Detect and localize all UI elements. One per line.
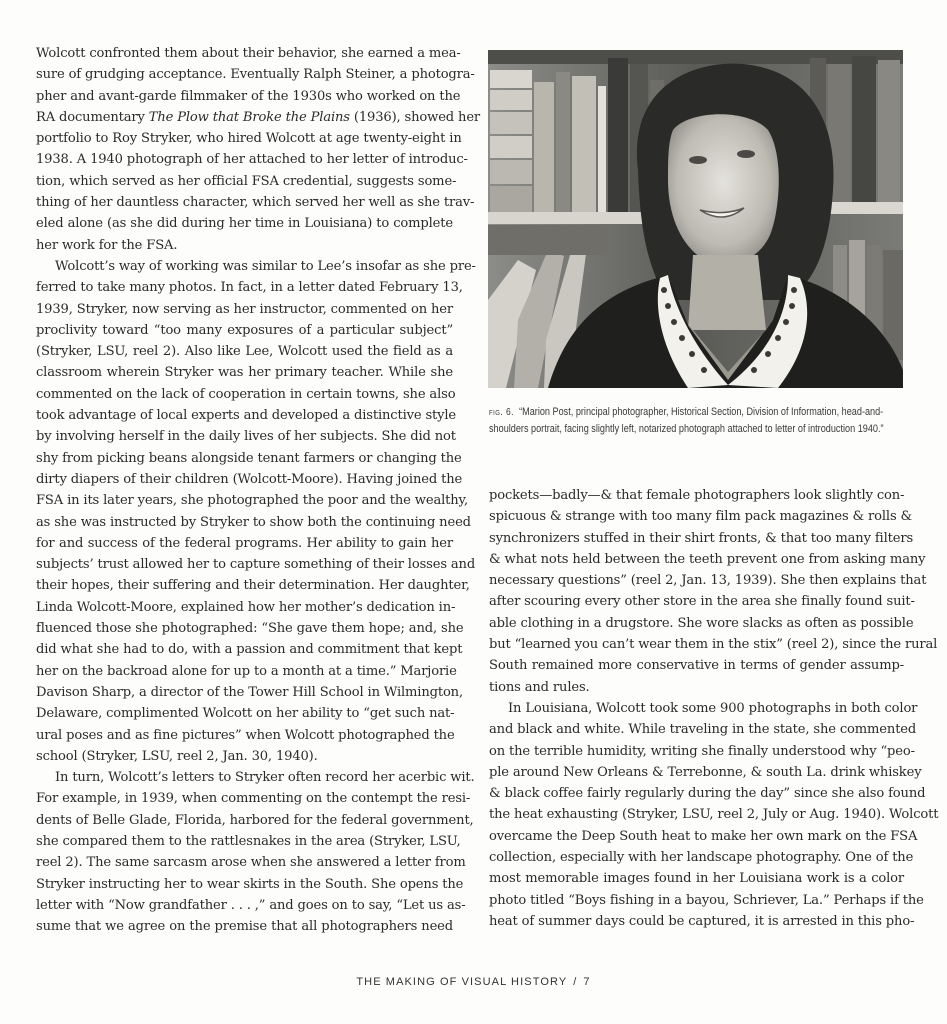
figure-caption-text: “Marion Post, principal photographer, Historical Section, Division of Information, head-and-shoulders portrait, facing slightly left, notarized photograph attached to letter of introduction 1940.” bbox=[489, 406, 884, 435]
text-line: her work for the FSA. bbox=[36, 237, 178, 253]
text-line: by involving herself in the daily lives of her subjects. She did not bbox=[36, 429, 456, 445]
text-line: pher and avant-garde filmmaker of the 1930s who worked on the bbox=[36, 88, 461, 104]
footer-separator: / bbox=[573, 976, 578, 988]
text-line: thing of her dauntless character, which served her well as she trav- bbox=[36, 195, 475, 211]
text-line: the heat exhausting (Stryker, LSU, reel 2, July or Aug. 1940). Wolcott bbox=[489, 807, 939, 823]
text-line: reel 2). The same sarcasm arose when she answered a letter from bbox=[36, 855, 466, 871]
figure-caption bbox=[489, 404, 909, 438]
text-line: Linda Wolcott-Moore, explained how her mother’s dedication in- bbox=[36, 599, 456, 615]
text-line: she compared them to the rattlesnakes in the area (Stryker, LSU, bbox=[36, 833, 461, 849]
text-line: on the terrible humidity, writing she finally understood why “peo- bbox=[489, 743, 915, 759]
text-line: her on the backroad alone for up to a month at a time.” Marjorie bbox=[36, 663, 457, 679]
text-line: letter with “Now grandfather . . . ,” and goes on to say, “Let us as- bbox=[36, 897, 466, 913]
running-title: THE MAKING OF VISUAL HISTORY bbox=[356, 976, 568, 988]
figure-label: fig. 6. bbox=[489, 407, 514, 418]
text-line: Wolcott confronted them about their behavior, she earned a mea- bbox=[36, 46, 461, 61]
text-line: dents of Belle Glade, Florida, harbored for the federal government, bbox=[36, 812, 474, 828]
text-line: Delaware, complimented Wolcott on her ability to “get such nat- bbox=[36, 706, 455, 722]
text-line: sure of grudging acceptance. Eventually Ralph Steiner, a photogra- bbox=[36, 67, 475, 83]
paragraph-left-2 bbox=[36, 256, 476, 767]
page-footer bbox=[0, 976, 947, 988]
portrait-photo bbox=[488, 50, 903, 388]
text-line: but “learned you can’t wear them in the stix” (reel 2), since the rural bbox=[489, 637, 938, 653]
paragraph-right-2 bbox=[489, 698, 939, 932]
text-line: & what nots held between the teeth prevent one from asking many bbox=[489, 551, 926, 567]
text-line: subjects’ trust allowed her to capture something of their losses and bbox=[36, 557, 476, 573]
text-line: Wolcott’s way of working was similar to Lee’s insofar as she pre- bbox=[55, 258, 476, 274]
paragraph-right-1 bbox=[489, 485, 938, 698]
text-line: overcame the Deep South heat to make her own mark on the FSA bbox=[489, 828, 918, 844]
text-line: school (Stryker, LSU, reel 2, Jan. 30, 1940). bbox=[36, 748, 318, 764]
paragraph-left-1 bbox=[36, 43, 481, 256]
text-line: did what she had to do, with a passion and commitment that kept bbox=[36, 642, 463, 658]
text-line: and black and white. While traveling in the state, she commented bbox=[489, 722, 917, 738]
text-line: shy from picking beans alongside tenant farmers or changing the bbox=[36, 450, 462, 466]
text-line: after scouring every other store in the area she finally found suit- bbox=[489, 594, 915, 610]
text-line: collection, especially with her landscape photography. One of the bbox=[489, 850, 914, 866]
text-line: classroom wherein Stryker was her primary teacher. While she bbox=[36, 365, 453, 381]
text-line: In Louisiana, Wolcott took some 900 photographs in both color bbox=[508, 700, 918, 716]
text-line: spicuous & strange with too many film pack magazines & rolls & bbox=[489, 509, 913, 525]
text-line: able clothing in a drugstore. She wore slacks as often as possible bbox=[489, 615, 914, 631]
right-column bbox=[489, 485, 939, 932]
page-number: 7 bbox=[583, 976, 591, 988]
text-line: (Stryker, LSU, reel 2). Also like Lee, Wolcott used the field as a bbox=[36, 344, 453, 360]
text-line: fluenced those she photographed: “She gave them hope; and, she bbox=[36, 621, 464, 637]
text-line: necessary questions” (reel 2, Jan. 13, 1939). She then explains that bbox=[489, 573, 927, 589]
text-line: commented on the lack of cooperation in certain towns, she also bbox=[36, 386, 456, 402]
text-line: portfolio to Roy Stryker, who hired Wolcott at age twenty-eight in bbox=[36, 131, 462, 147]
text-line: as she was instructed by Stryker to show both the continuing need bbox=[36, 514, 471, 530]
text-line: synchronizers stuffed in their shirt fronts, & that too many filters bbox=[489, 530, 914, 546]
text-line: 1938. A 1940 photograph of her attached to her letter of introduc- bbox=[36, 152, 468, 168]
text-line: dirty diapers of their children (Wolcott-Moore). Having joined the bbox=[36, 471, 463, 487]
text-line: & black coffee fairly regularly during the day” since she also found bbox=[489, 786, 926, 802]
text-line: tion, which served as her official FSA credential, suggests some- bbox=[36, 173, 457, 189]
text-line: tions and rules. bbox=[489, 679, 590, 695]
text-line: photo titled “Boys fishing in a bayou, Schriever, La.” Perhaps if the bbox=[489, 892, 924, 908]
text-line: South remained more conservative in terms of gender assump- bbox=[489, 658, 904, 674]
text-line: FSA in its later years, she photographed the poor and the wealthy, bbox=[36, 493, 469, 509]
text-line: sume that we agree on the premise that all photographers need bbox=[36, 919, 453, 935]
text-line: eled alone (as she did during her time in Louisiana) to complete bbox=[36, 216, 453, 232]
text-line: their hopes, their suffering and their determination. Her daughter, bbox=[36, 578, 470, 594]
text-line: pockets—badly—& that female photographers look slightly con- bbox=[489, 488, 905, 503]
portrait-image bbox=[488, 50, 903, 388]
film-title: The Plow that Broke the Plains bbox=[148, 109, 350, 125]
text-line: 1939, Stryker, now serving as her instructor, commented on her bbox=[36, 301, 453, 317]
text-line: ple around New Orleans & Terrebonne, & south La. drink whiskey bbox=[489, 764, 922, 780]
text-line: For example, in 1939, when commenting on the contempt the resi- bbox=[36, 791, 471, 807]
text-line: In turn, Wolcott’s letters to Stryker often record her acerbic wit. bbox=[55, 770, 475, 786]
text-line: RA documentary The Plow that Broke the Plains (1936), showed her bbox=[36, 109, 481, 125]
text-line: most memorable images found in her Louisiana work is a color bbox=[489, 871, 904, 887]
text-line: ferred to take many photos. In fact, in a letter dated February 13, bbox=[36, 280, 463, 296]
text-line: proclivity toward “too many exposures of a particular subject” bbox=[36, 322, 453, 338]
text-line: Stryker instructing her to wear skirts in the South. She opens the bbox=[36, 876, 464, 892]
text-line: heat of summer days could be captured, it is arrested in this pho- bbox=[489, 913, 915, 929]
text-line: for and success of the federal programs. Her ability to gain her bbox=[36, 535, 453, 551]
left-column bbox=[36, 43, 481, 937]
text-line: Davison Sharp, a director of the Tower Hill School in Wilmington, bbox=[36, 684, 463, 700]
text-line: took advantage of local experts and developed a distinctive style bbox=[36, 408, 457, 424]
text-line: ural poses and as fine pictures” when Wolcott photographed the bbox=[36, 727, 455, 743]
paragraph-left-3 bbox=[36, 767, 475, 937]
